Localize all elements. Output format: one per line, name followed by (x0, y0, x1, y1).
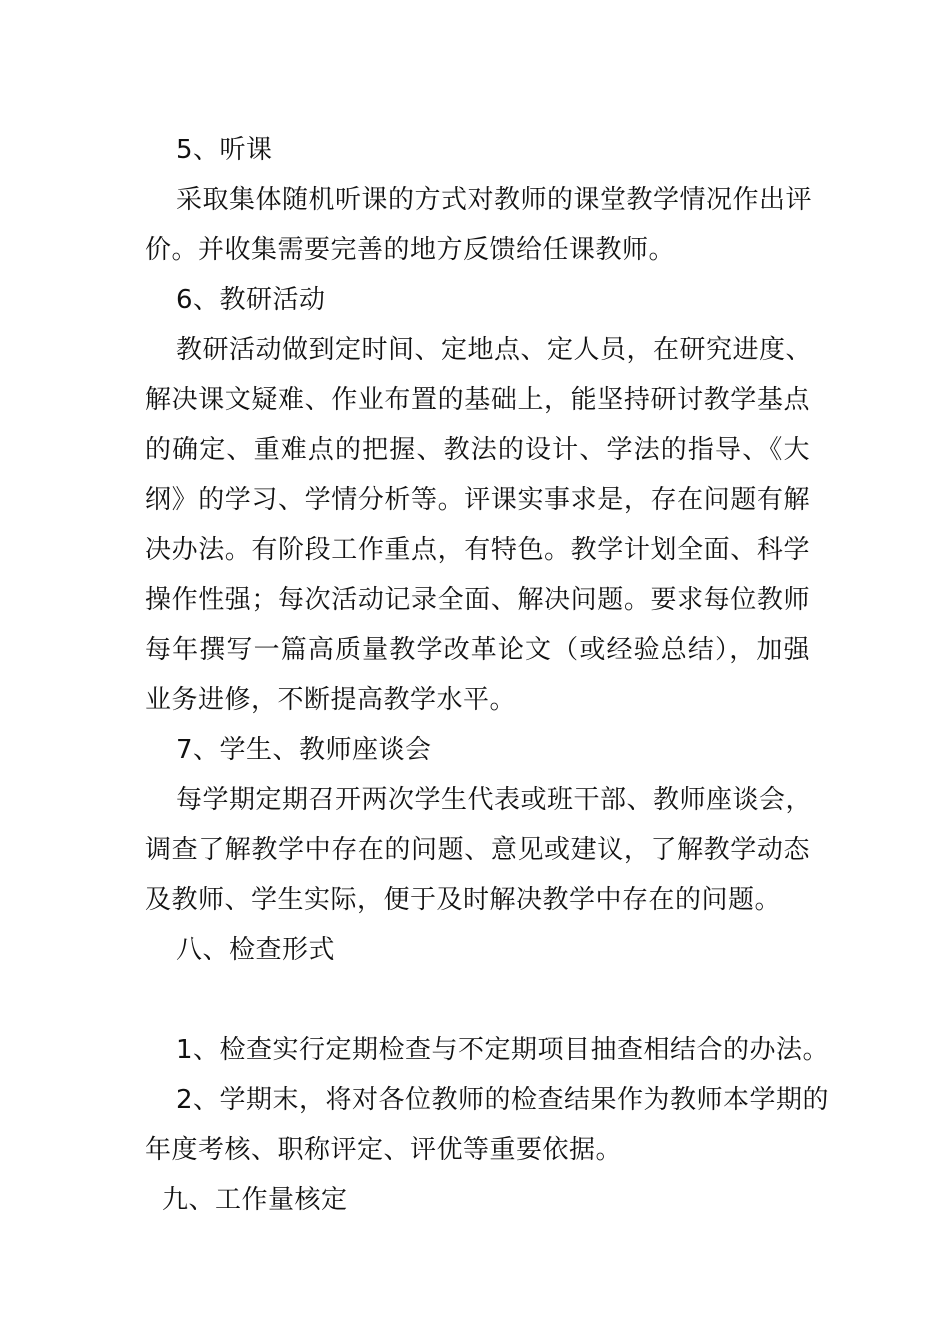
paragraph-line: 的确定、重难点的把握、教法的设计、学法的指导、《大 (145, 435, 810, 465)
heading-teaching-research: 6、教研活动 (176, 285, 326, 315)
paragraph-line: 每年撰写一篇高质量教学改革论文（或经验总结），加强 (145, 635, 810, 665)
paragraph-line: 决办法。有阶段工作重点，有特色。教学计划全面、科学 (145, 535, 810, 565)
paragraph-line: 年度考核、职称评定、评优等重要依据。 (145, 1135, 623, 1165)
paragraph-line: 每学期定期召开两次学生代表或班干部、教师座谈会， (176, 785, 813, 815)
paragraph-line: 纲》的学习、学情分析等。评课实事求是，存在问题有解 (145, 485, 810, 515)
paragraph-line: 解决课文疑难、作业布置的基础上，能坚持研讨教学基点 (145, 385, 810, 415)
list-item: 2、学期末，将对各位教师的检查结果作为教师本学期的 (176, 1085, 830, 1115)
section-heading-workload: 九、工作量核定 (162, 1185, 348, 1215)
section-heading-inspection-form: 八、检查形式 (176, 935, 336, 965)
heading-listen-class: 5、听课 (176, 135, 273, 165)
paragraph-line: 及教师、学生实际，便于及时解决教学中存在的问题。 (145, 885, 782, 915)
paragraph-line: 业务进修，不断提高教学水平。 (145, 685, 517, 715)
paragraph-line: 操作性强；每次活动记录全面、解决问题。要求每位教师 (145, 585, 810, 615)
heading-forum: 7、学生、教师座谈会 (176, 735, 432, 765)
paragraph-line: 价。并收集需要完善的地方反馈给任课教师。 (145, 235, 676, 265)
paragraph-line: 教研活动做到定时间、定地点、定人员，在研究进度、 (176, 335, 813, 365)
paragraph-line: 采取集体随机听课的方式对教师的课堂教学情况作出评 (176, 185, 813, 215)
list-item: 1、检查实行定期检查与不定期项目抽查相结合的办法。 (176, 1035, 830, 1065)
paragraph-line: 调查了解教学中存在的问题、意见或建议，了解教学动态 (145, 835, 810, 865)
